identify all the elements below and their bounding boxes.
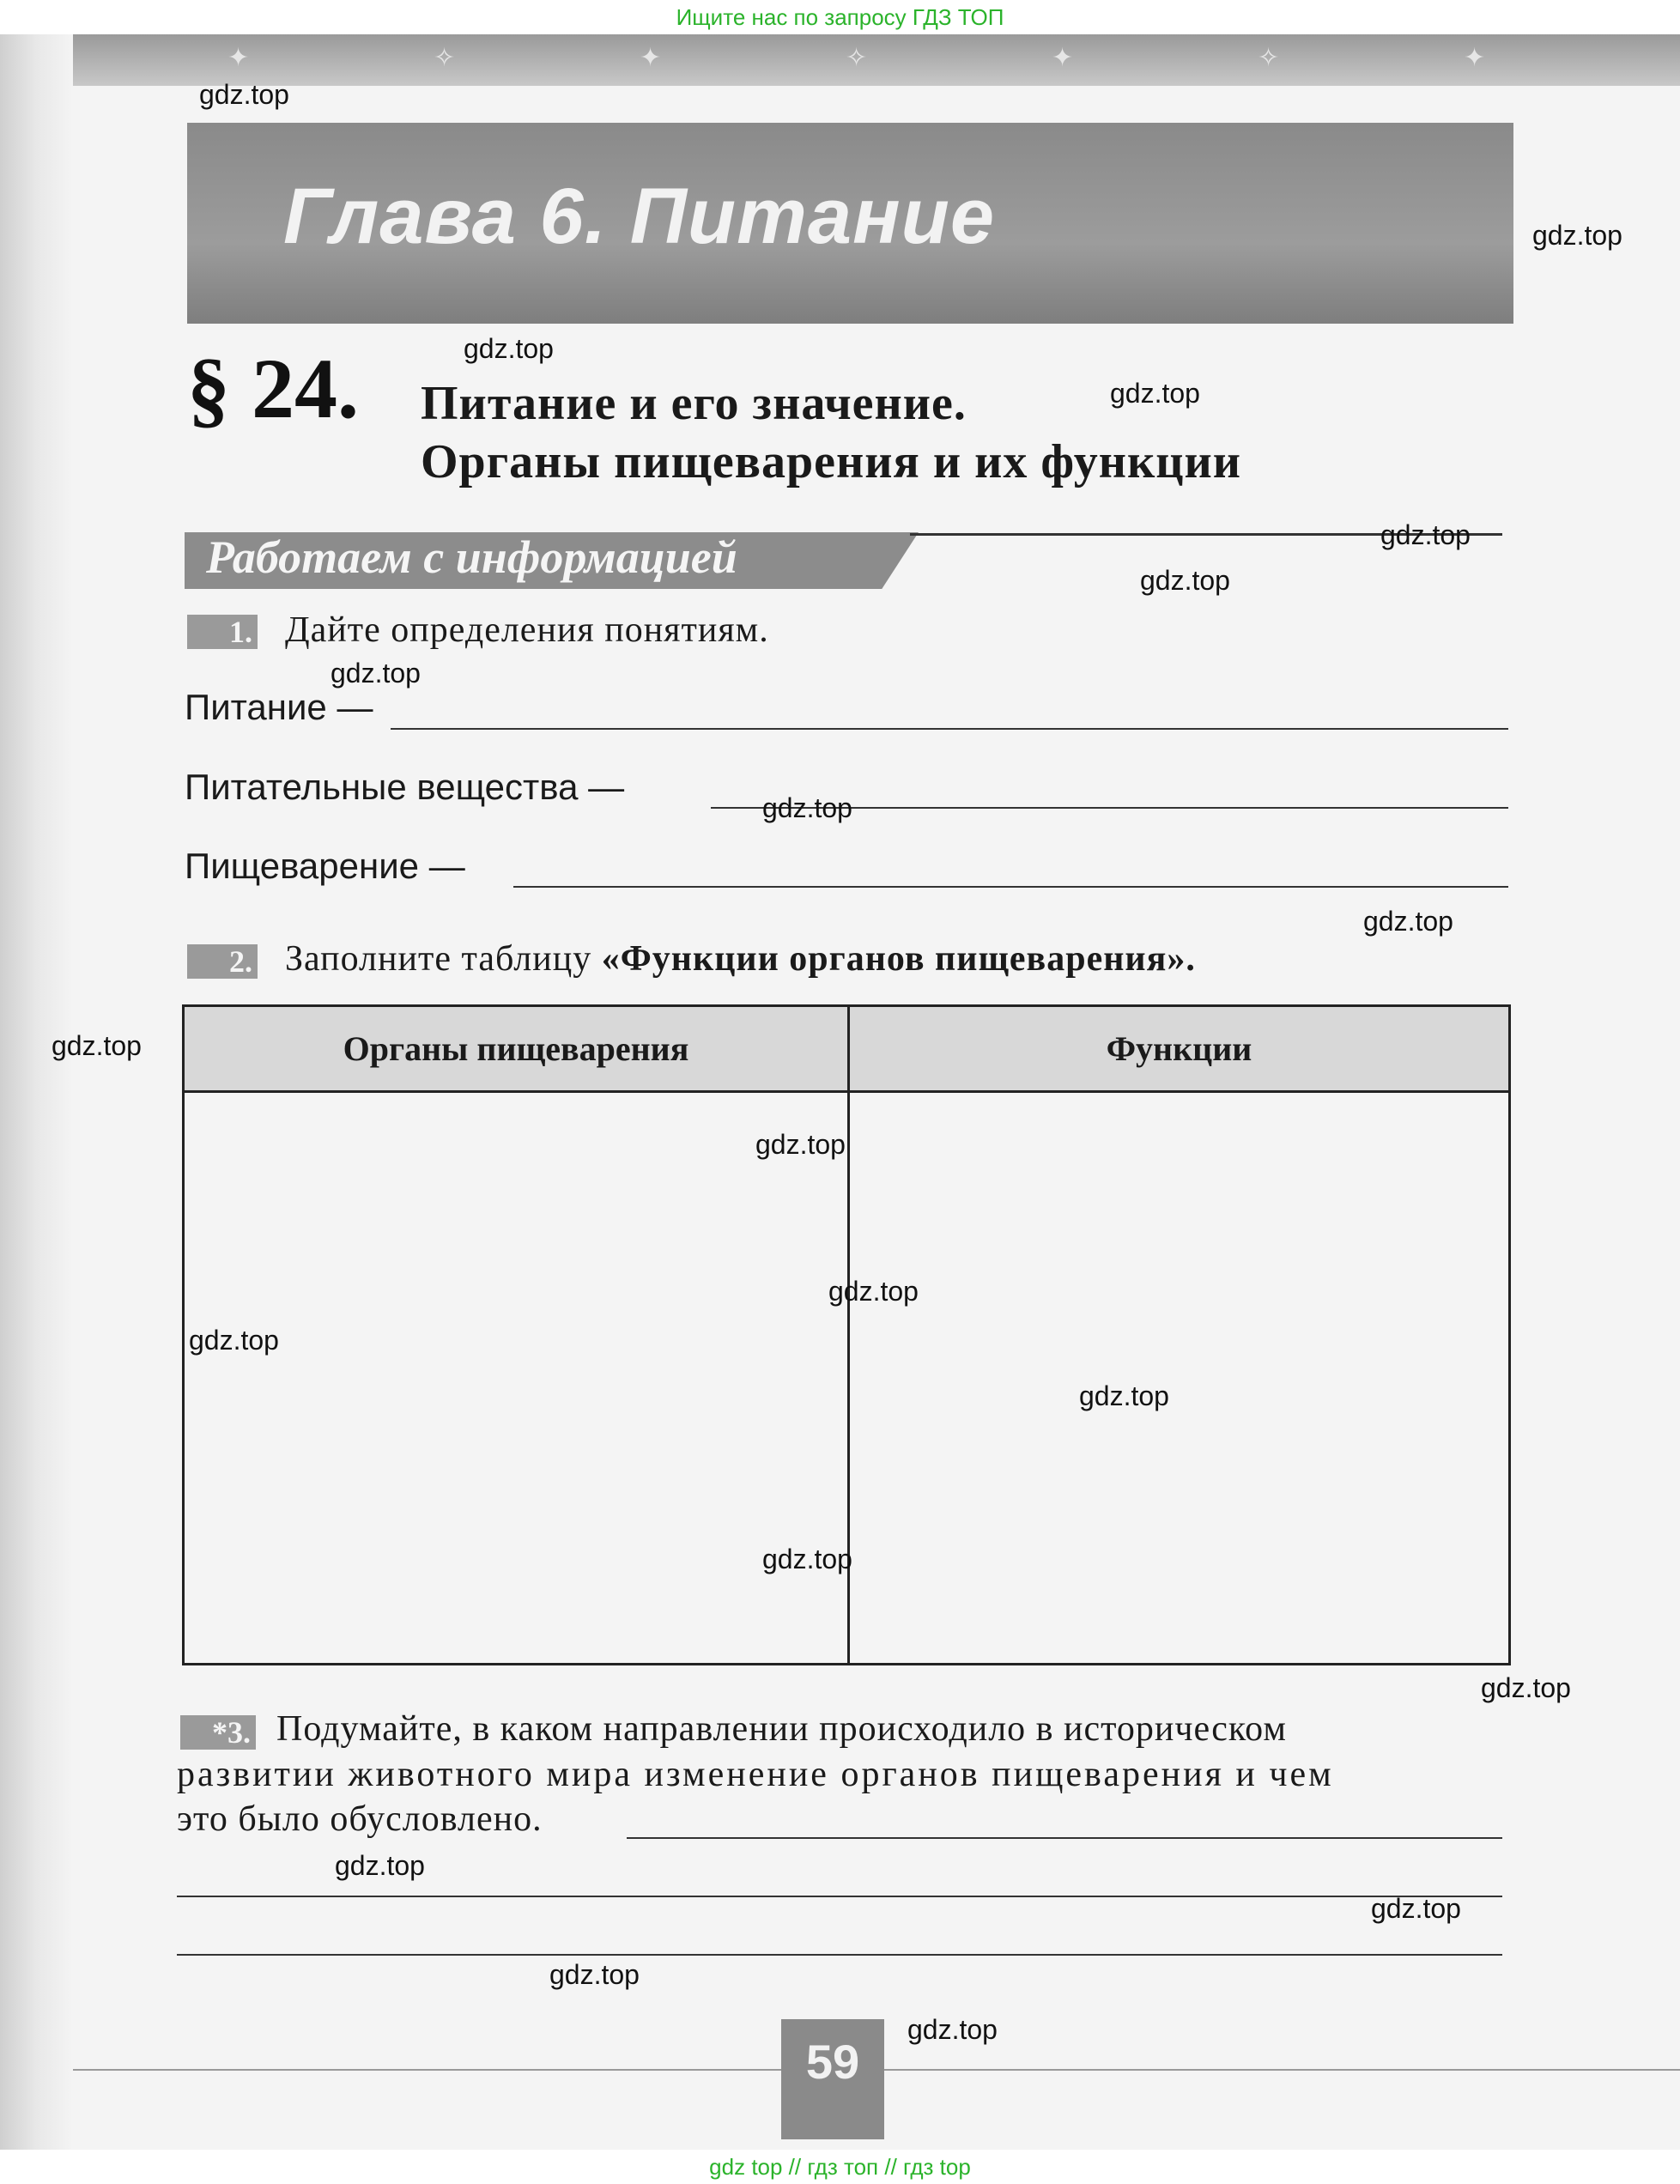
answer-line-3b[interactable]: [177, 1896, 1502, 1897]
watermark: gdz.top: [549, 1959, 640, 1990]
table-header-organs: Органы пищеварения: [184, 1006, 849, 1092]
bottom-banner[interactable]: gdz top // гдз топ // гдз top: [0, 2150, 1680, 2184]
answer-line-3a[interactable]: [627, 1837, 1502, 1839]
top-banner[interactable]: Ищите нас по запросу ГДЗ ТОП: [0, 0, 1680, 34]
watermark: gdz.top: [1532, 220, 1622, 251]
butterfly-icon: ✦: [1464, 43, 1486, 73]
lizard-icon: ✧: [434, 43, 456, 73]
term-nutrients: Питательные вещества —: [185, 767, 625, 807]
term-digestion: Пищеварение —: [185, 846, 465, 886]
insect-icon: ✦: [1052, 43, 1074, 73]
watermark: gdz.top: [762, 792, 852, 823]
task3-badge: *3.: [180, 1715, 256, 1750]
watermark: gdz.top: [1363, 906, 1453, 937]
chapter-title: Глава 6. Питание: [283, 173, 995, 260]
decorative-animal-strip: [73, 34, 1680, 86]
frog-icon: ✧: [1258, 43, 1280, 73]
watermark: gdz.top: [1079, 1380, 1169, 1411]
task3-line3: это было обусловлено.: [177, 1799, 543, 1839]
watermark: gdz.top: [1380, 519, 1471, 550]
watermark: gdz.top: [1481, 1672, 1571, 1703]
watermark: gdz.top: [199, 79, 289, 110]
watermark: gdz.top: [52, 1030, 142, 1061]
watermark: gdz.top: [189, 1325, 279, 1356]
bird-icon: ✦: [640, 43, 662, 73]
term-nutrition: Питание —: [185, 687, 373, 727]
watermark: gdz.top: [1371, 1893, 1461, 1924]
paragraph-title-line2: Органы пищеварения и их функции: [421, 435, 1242, 488]
answer-line-nutrition[interactable]: [391, 728, 1508, 730]
table-cell-organs[interactable]: [184, 1092, 849, 1665]
task2-text-prefix: Заполните таблицу: [285, 939, 592, 979]
watermark: gdz.top: [331, 658, 421, 689]
task2-text: [285, 938, 1196, 980]
book-spine-shadow: [0, 34, 73, 2172]
watermark: gdz.top: [762, 1544, 852, 1574]
watermark: gdz.top: [828, 1276, 919, 1307]
task1-text: Дайте определения понятиям.: [285, 610, 769, 650]
watermark: gdz.top: [1140, 565, 1230, 596]
paragraph-title-line1: Питание и его значение.: [421, 377, 967, 430]
section-label: Работаем с информацией: [206, 531, 737, 583]
paragraph-number: § 24.: [187, 341, 359, 436]
watermark: gdz.top: [1110, 378, 1200, 409]
table-header-functions: Функции: [849, 1006, 1510, 1092]
task1-badge: 1.: [187, 615, 258, 649]
watermark: gdz.top: [464, 333, 554, 364]
watermark: gdz.top: [335, 1850, 425, 1881]
answer-line-3c[interactable]: [177, 1954, 1502, 1956]
page-number: 59: [781, 2019, 884, 2139]
task2-badge: 2.: [187, 944, 258, 979]
table-cell-functions[interactable]: [849, 1092, 1510, 1665]
task2-table-title: «Функции органов пищеварения».: [601, 939, 1196, 979]
watermark: gdz.top: [755, 1129, 846, 1160]
task3-line1: Подумайте, в каком направлении происходило в историческом: [276, 1709, 1287, 1749]
watermark: gdz.top: [907, 2014, 998, 2045]
fish-icon: ✧: [846, 43, 868, 73]
answer-line-digestion[interactable]: [513, 886, 1508, 888]
task3-line2: развитии животного мира изменение органов пищеварения и чем: [177, 1755, 1334, 1794]
scorpion-icon: ✦: [227, 43, 250, 73]
